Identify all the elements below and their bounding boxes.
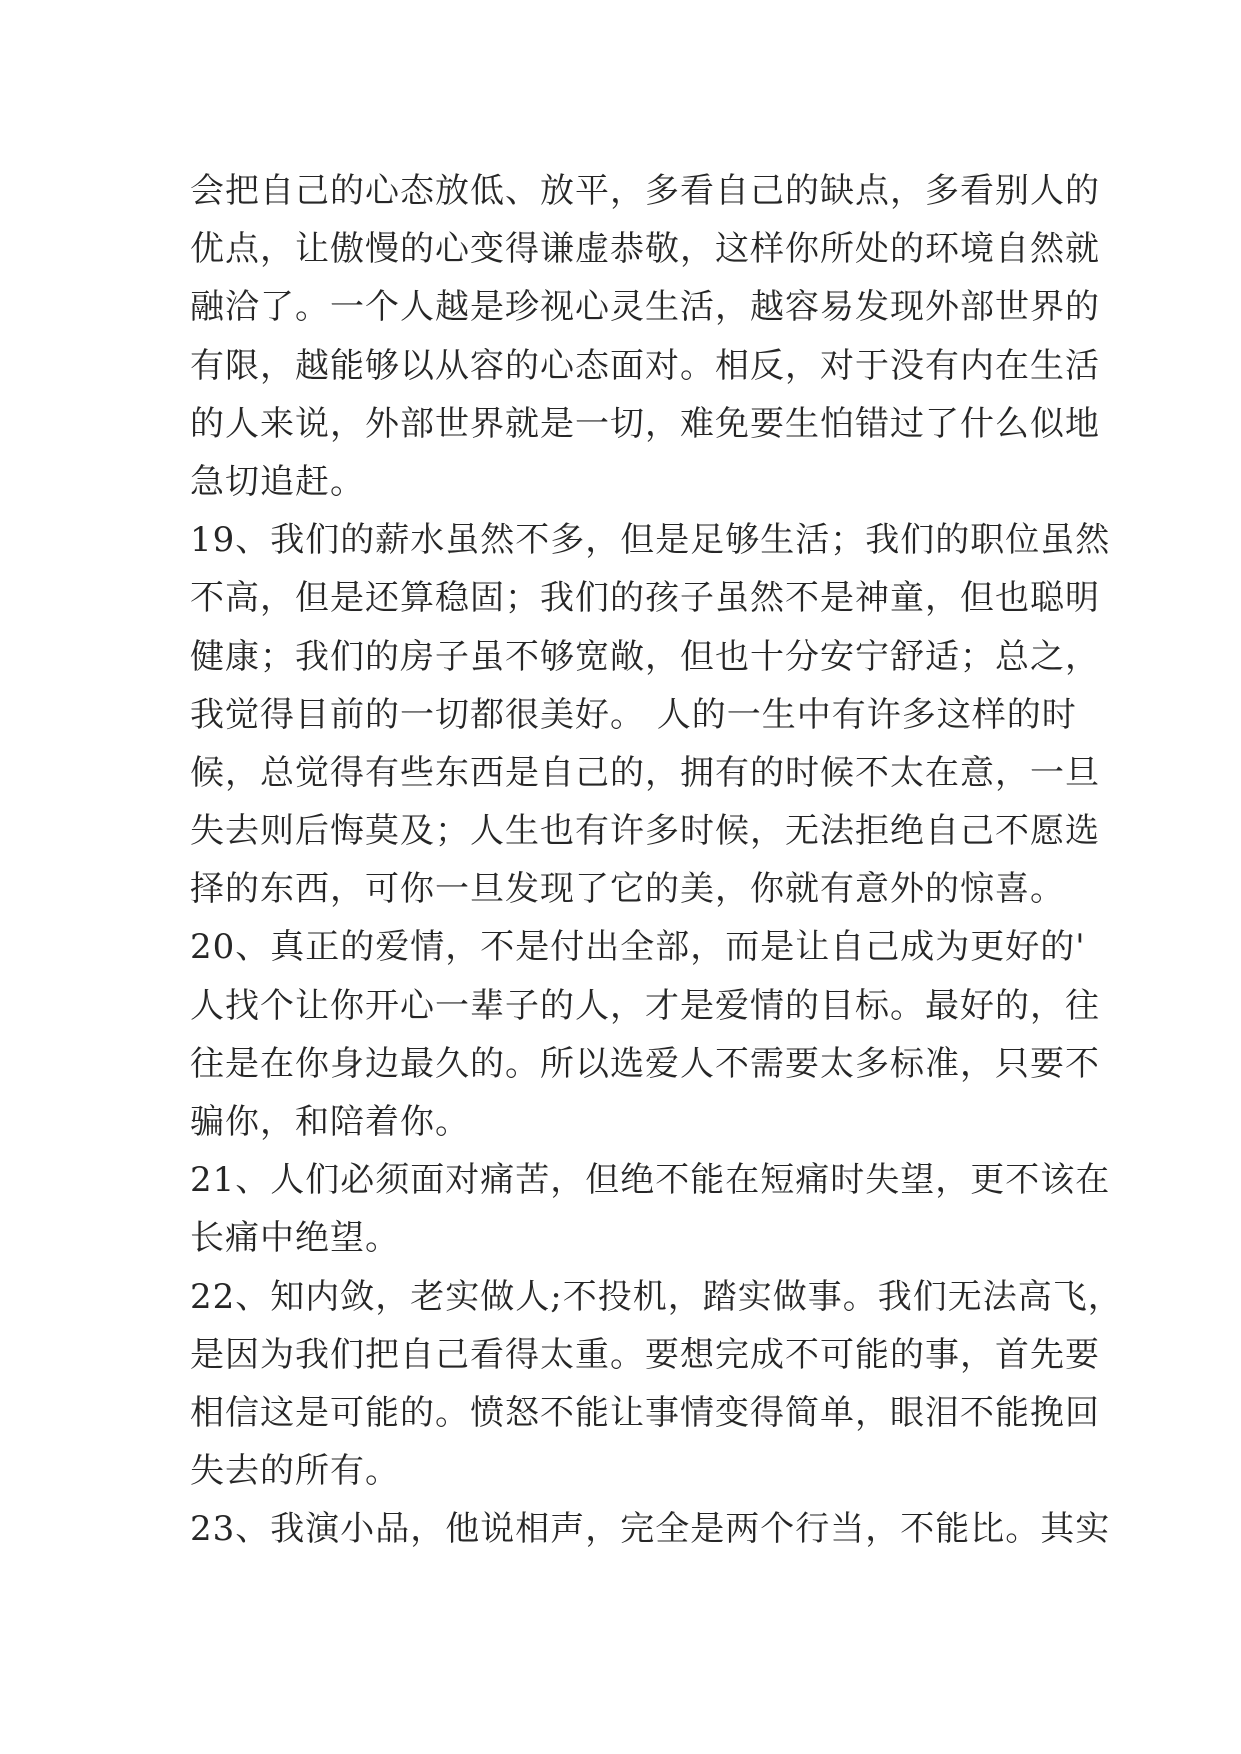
- text-line: 20、真正的爱情，不是付出全部，而是让自己成为更好的': [190, 927, 1086, 968]
- text-line: 长痛中绝望。: [190, 1218, 400, 1259]
- text-line: 21、人们必须面对痛苦，但绝不能在短痛时失望，更不该在: [190, 1160, 1111, 1201]
- text-line: 融洽了。一个人越是珍视心灵生活，越容易发现外部世界的: [190, 287, 1100, 328]
- document-body: [190, 162, 1123, 1559]
- text-line: 我觉得目前的一切都很美好。 人的一生中有许多这样的时: [190, 694, 1077, 735]
- text-line: 往是在你身边最久的。所以选爱人不需要太多标准，只要不: [190, 1043, 1100, 1084]
- text-line: 22、知内敛，老实做人;不投机，踏实做事。我们无法高飞，: [190, 1276, 1123, 1317]
- text-line: 不高，但是还算稳固；我们的孩子虽然不是神童，但也聪明: [190, 578, 1100, 619]
- text-line: 急切追赶。: [190, 461, 365, 502]
- text-line: 优点，让傲慢的心变得谦虚恭敬，这样你所处的环境自然就: [190, 229, 1100, 270]
- text-line: 候，总觉得有些东西是自己的，拥有的时候不太在意，一旦: [190, 752, 1100, 793]
- text-line: 是因为我们把自己看得太重。要想完成不可能的事，首先要: [190, 1334, 1100, 1375]
- text-line: 骗你，和陪着你。: [190, 1102, 470, 1142]
- text-line: 失去的所有。: [190, 1451, 400, 1492]
- text-line: 23、我演小品，他说相声，完全是两个行当，不能比。其实: [190, 1509, 1111, 1550]
- text-line: 相信这是可能的。愤怒不能让事情变得简单，眼泪不能挽回: [190, 1392, 1100, 1433]
- text-line: 的人来说，外部世界就是一切，难免要生怕错过了什么似地: [190, 403, 1100, 444]
- text-line: 19、我们的薪水虽然不多，但是足够生活；我们的职位虽然: [190, 520, 1111, 561]
- text-line: 失去则后悔莫及；人生也有许多时候，无法拒绝自己不愿选: [190, 811, 1100, 852]
- text-line: 会把自己的心态放低、放平，多看自己的缺点，多看别人的: [190, 171, 1100, 211]
- text-line: 有限，越能够以从容的心态面对。相反，对于没有内在生活: [190, 345, 1100, 386]
- text-line: 择的东西，可你一旦发现了它的美，你就有意外的惊喜。: [190, 869, 1065, 910]
- text-line: 人找个让你开心一辈子的人，才是爱情的目标。最好的，往: [190, 985, 1100, 1026]
- text-line: 健康；我们的房子虽不够宽敞，但也十分安宁舒适；总之，: [190, 636, 1100, 677]
